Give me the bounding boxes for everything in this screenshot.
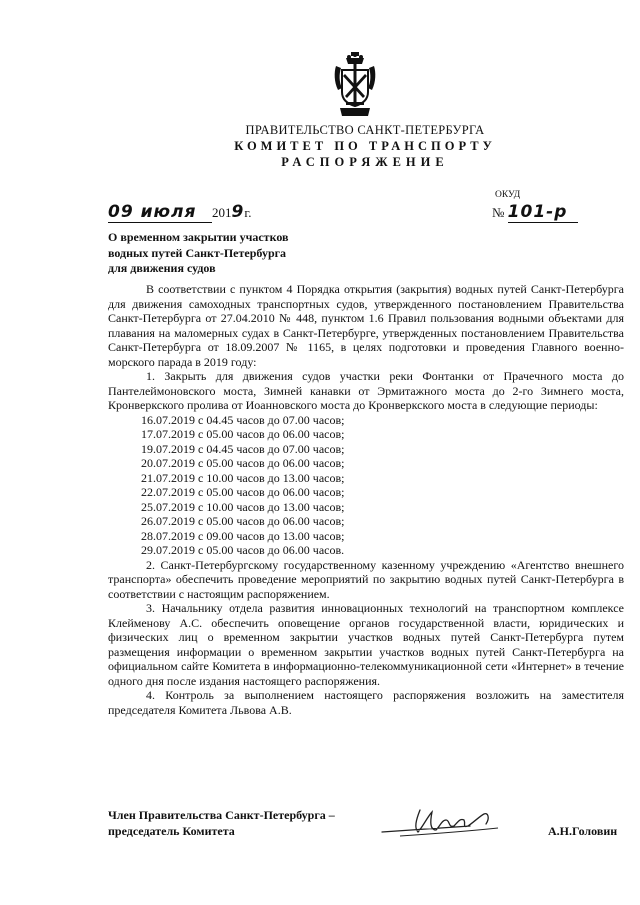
subject-line: водных путей Санкт-Петербурга: [108, 245, 287, 260]
signatory-position: [108, 808, 335, 839]
periods-list: [108, 413, 624, 558]
document-body: [108, 282, 624, 717]
period-item: 26.07.2019 с 05.00 часов до 06.00 часов;: [141, 514, 345, 528]
period-item: 16.07.2019 с 04.45 часов до 07.00 часов;: [141, 412, 345, 427]
committee-name: КОМИТЕТ ПО ТРАНСПОРТУ: [234, 139, 496, 153]
year-suffix: г.: [244, 205, 252, 220]
document-number: [492, 202, 578, 223]
coat-of-arms-emblem: [332, 52, 378, 116]
position-line: Член Правительства Санкт-Петербурга –: [108, 808, 335, 822]
handwritten-signature: [380, 802, 520, 842]
subject-line: для движения судов: [108, 261, 216, 275]
period-item: 29.07.2019 с 05.00 часов до 06.00 часов.: [141, 543, 345, 557]
period-item: 19.07.2019 с 04.45 часов до 07.00 часов;: [141, 441, 345, 456]
period-item: 21.07.2019 с 10.00 часов до 13.00 часов;: [141, 470, 345, 485]
okud-label: ОКУД: [495, 190, 521, 200]
date-handwritten: 09 июля: [108, 202, 212, 223]
government-name: ПРАВИТЕЛЬСТВО САНКТ-ПЕТЕРБУРГА: [245, 123, 485, 137]
year-prefix: 201: [212, 205, 232, 220]
number-sign: №: [492, 205, 505, 220]
position-line: председатель Комитета: [108, 823, 235, 838]
period-item: 17.07.2019 с 05.00 часов до 06.00 часов;: [141, 427, 345, 441]
period-item: 25.07.2019 с 10.00 часов до 13.00 часов;: [141, 499, 345, 514]
document-subject: [108, 230, 368, 277]
item-1-paragraph: 1. Закрыть для движения судов участки реки Фонтанки от Прачечного моста до Пантелеймоновского моста, Зимней канавки от Эрмитажного моста до 2-го Зимнего моста, Кронверкского пролива от Иоанновского моста до Кронверкского моста в следующие периоды:: [108, 369, 624, 412]
item-4-paragraph: 4. Контроль за выполнением настоящего распоряжения возложить на заместителя председателя Комитета Львова А.В.: [108, 688, 624, 717]
item-3-paragraph: 3. Начальнику отдела развития инновационных технологий на транспортном комплексе Клейменову А.С. обеспечить оповещение органов государственной власти, юридических и физических лиц о временном закрытии участков водных путей Санкт-Петербурга путем размещения информации о временном закрытии участков водных путей Санкт-Петербурга на официальном сайте Комитета в информационно-телекоммуникационной сети «Интернет» в течение одного дня после издания настоящего распоряжения.: [108, 601, 624, 688]
number-handwritten: 101-р: [508, 202, 578, 223]
document-type: РАСПОРЯЖЕНИЕ: [281, 155, 449, 169]
item-2-paragraph: 2. Санкт-Петербургскому государственному казенному учреждению «Агентство внешнего транспорта» обеспечить проведение мероприятий по закрытию водных путей Санкт-Петербурга в соответствии с настоящим распоряжением.: [108, 557, 624, 601]
period-item: 22.07.2019 с 05.00 часов до 06.00 часов;: [141, 485, 345, 499]
document-date: [108, 202, 251, 223]
subject-line: О временном закрытии участков: [108, 230, 289, 244]
intro-paragraph: В соответствии с пунктом 4 Порядка открытия (закрытия) водных путей Санкт-Петербурга для движения самоходных транспортных судов, утвержденного постановлением Правительства Санкт-Петербурга от 27.04.2010 № 448, пунктом 1.6 Правил пользования водными объектами для плавания на маломерных судах в Санкт-Петербурге, утвержденных постановлением Правительства Санкт-Петербурга от 18.09.2007 № 1165, в целях подготовки и проведения Главного военно-морского парада в 2019 году:: [108, 282, 624, 369]
period-item: 28.07.2019 с 09.00 часов до 13.00 часов;: [141, 528, 345, 543]
year-handwritten: 9: [231, 202, 245, 222]
period-item: 20.07.2019 с 05.00 часов до 06.00 часов;: [141, 456, 345, 470]
signatory-name: А.Н.Головин: [548, 824, 618, 838]
